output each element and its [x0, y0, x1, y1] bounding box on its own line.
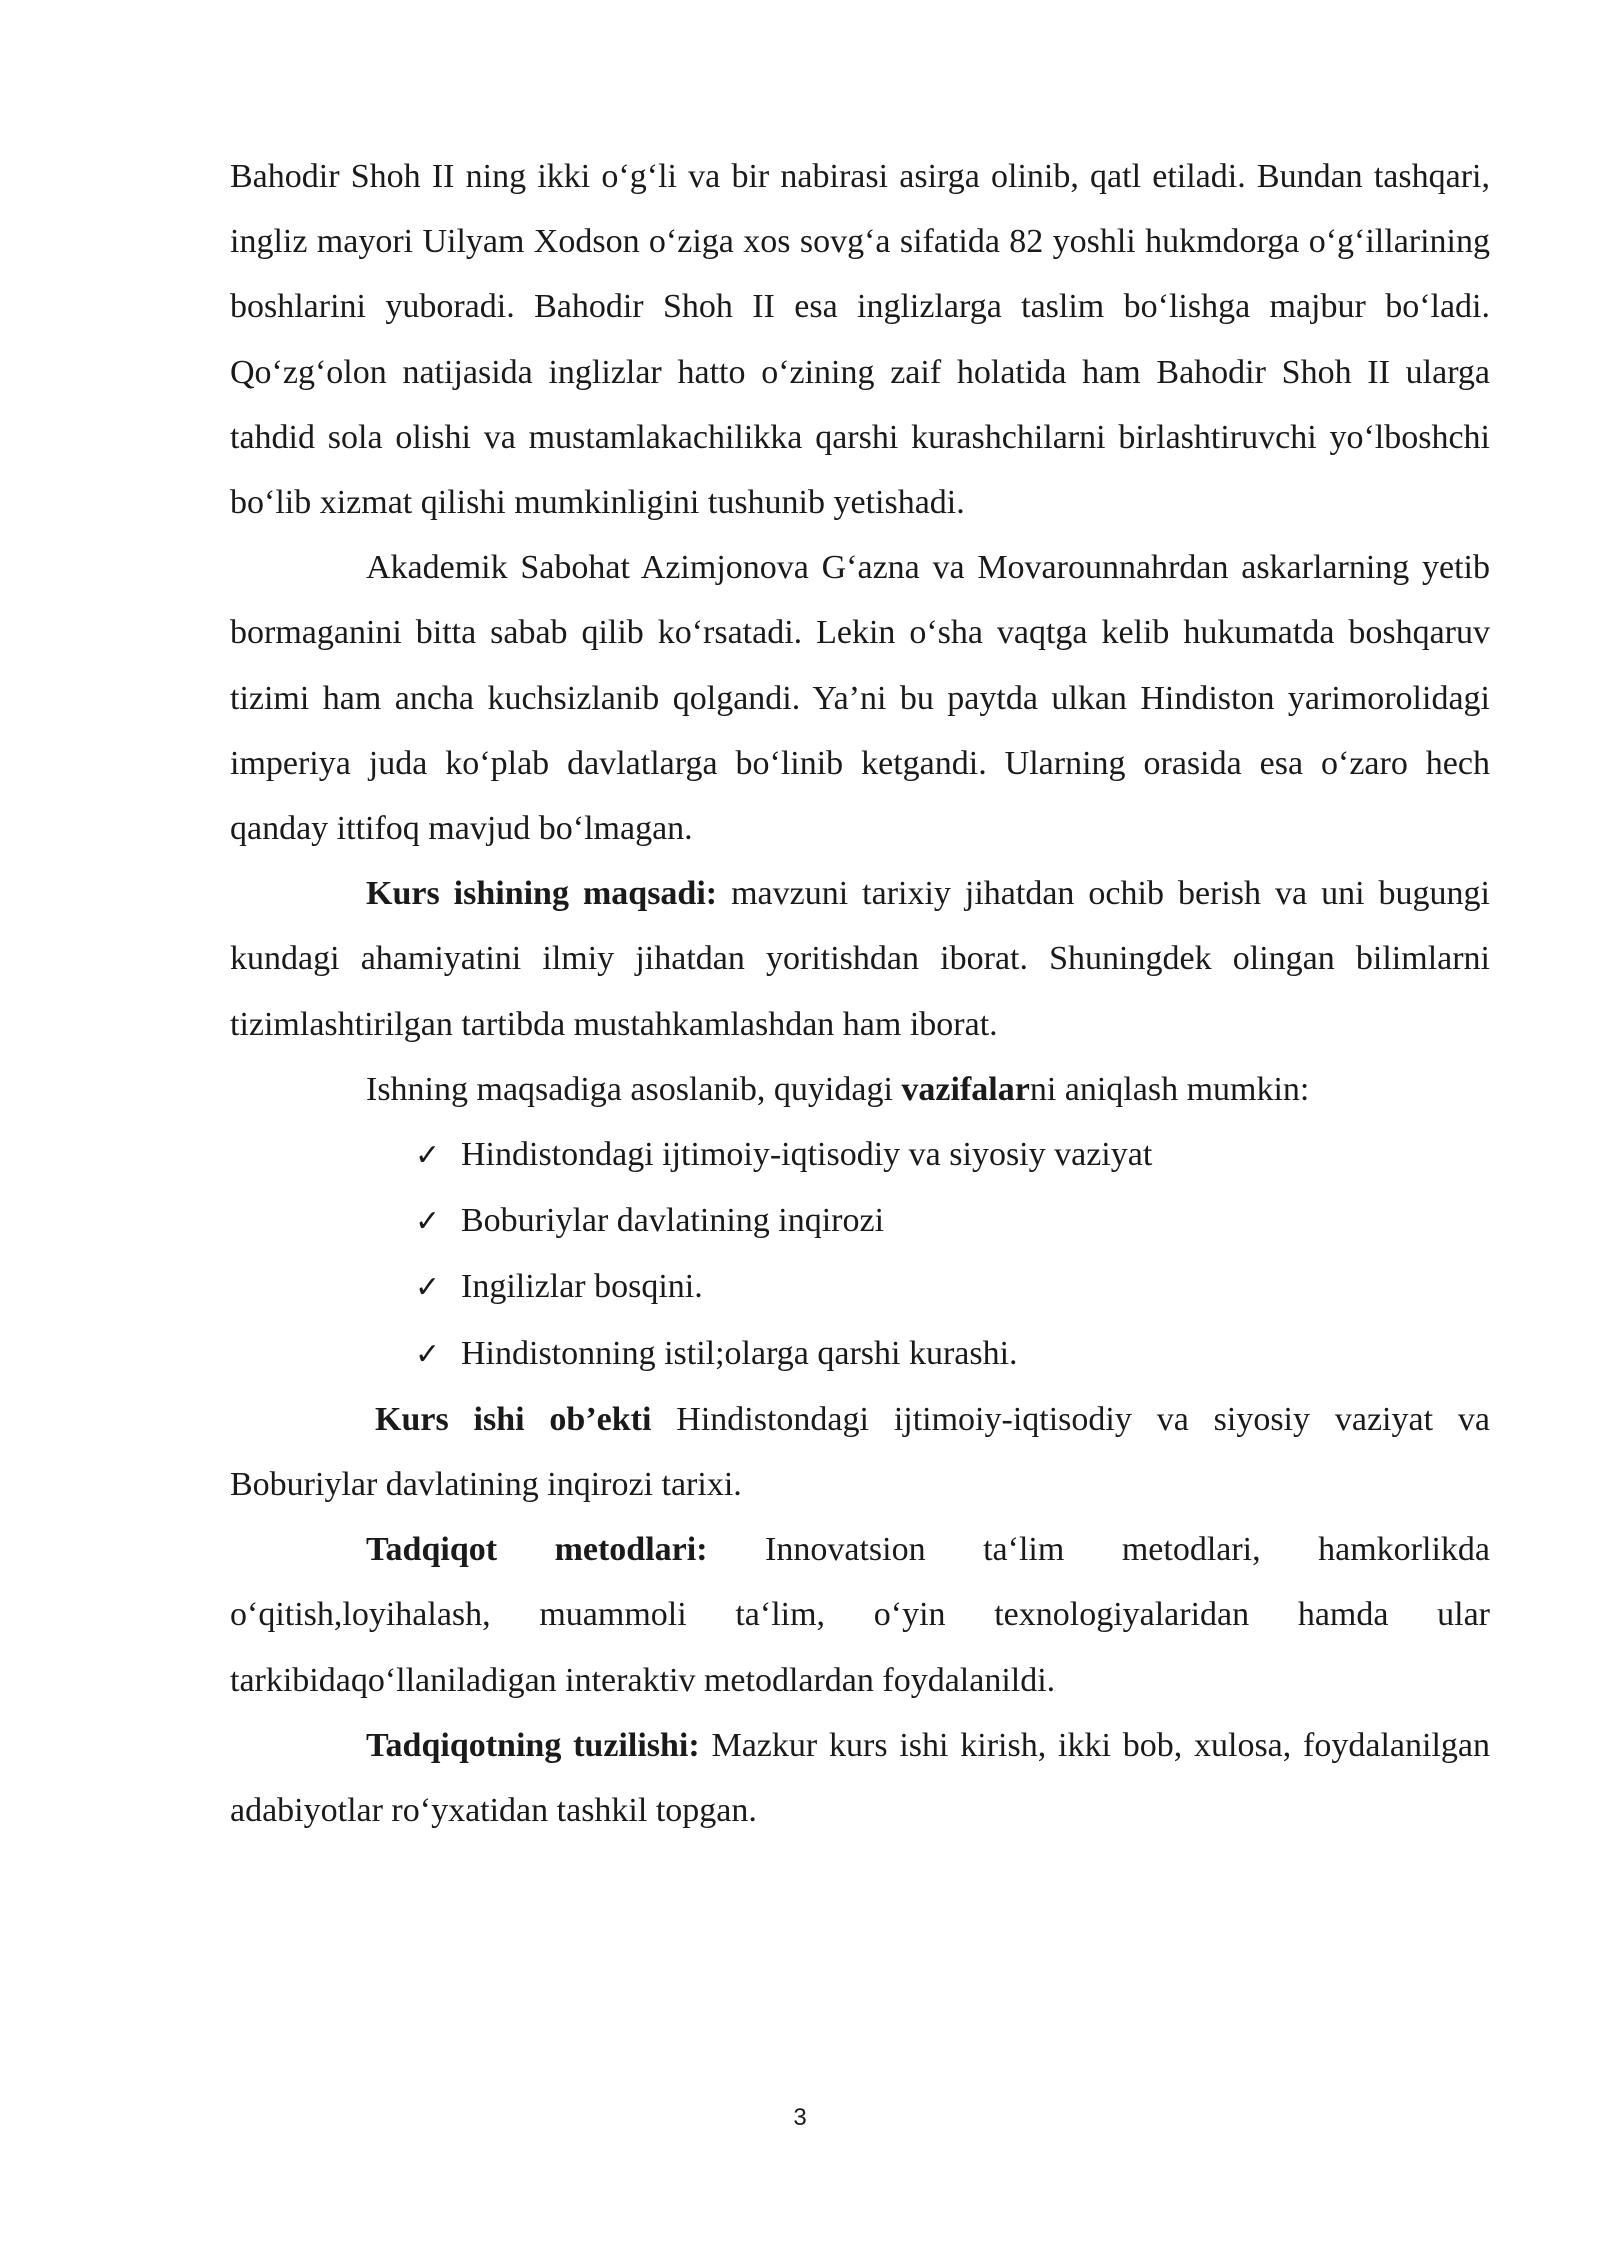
paragraph-tasks-intro — [230, 1057, 1490, 1122]
checkmark-icon: ✓ — [415, 1138, 441, 1174]
structure-text: Mazkur kurs ishi kirish, ikki bob, xulosa, foydalanilgan adabiyotlar ro‘yxatidan tashkil topgan. — [230, 1726, 1490, 1830]
list-item — [415, 1254, 1490, 1320]
goal-heading: Kurs ishining maqsadi: — [366, 875, 718, 913]
paragraph-object — [230, 1387, 1490, 1517]
page-number: 3 — [793, 2104, 807, 2131]
tasks-intro-post: ni aniqlash mumkin: — [1029, 1070, 1310, 1108]
list-item — [415, 1188, 1490, 1254]
checkmark-icon: ✓ — [415, 1336, 441, 1372]
tasks-keyword: vazifalar — [901, 1070, 1030, 1108]
document-body — [230, 144, 1490, 1843]
checkmark-icon: ✓ — [415, 1270, 441, 1306]
list-item-text: Hindistondagi ijtimoiy-iqtisodiy va siyosiy vaziyat — [461, 1136, 1153, 1174]
paragraph-structure — [230, 1713, 1490, 1843]
list-item — [415, 1122, 1490, 1188]
goal-text: mavzuni tarixiy jihatdan ochib berish va uni bugungi kundagi ahamiyatini ilmiy jihatdan yoritishdan iborat. Shuningdek olingan bilimlarni tizimlashtirilgan tartibda mustahkamlashdan ham iborat. — [230, 875, 1490, 1043]
methods-heading: Tadqiqot metodlari: — [366, 1531, 708, 1569]
list-item-text: Hindistonning istil;olarga qarshi kurashi. — [461, 1334, 1018, 1372]
paragraph-azimjonova: Akademik Sabohat Azimjonova G‘azna va Movarounnahrdan askarlarning yetib bormaganini bitta sabab qilib ko‘rsatadi. Lekin o‘sha vaqtga kelib hukumatda boshqaruv tizimi ham ancha kuchsizlanib qolgandi. Ya’ni bu paytda ulkan Hindiston yarimorolidagi imperiya juda ko‘plab davlatlarga bo‘linib ketgandi. Ularning orasida esa o‘zaro hech qanday ittifoq mavjud bo‘lmagan. — [230, 549, 1490, 848]
structure-heading: Tadqiqotning tuzilishi: — [366, 1726, 700, 1764]
paragraph-goal — [230, 861, 1490, 1057]
tasks-intro-pre: Ishning maqsadiga asoslanib, quyidagi — [366, 1070, 902, 1108]
checkmark-icon: ✓ — [415, 1204, 441, 1240]
paragraph-methods — [230, 1517, 1490, 1713]
list-item-text: Ingilizlar bosqini. — [461, 1268, 703, 1306]
list-item — [415, 1321, 1490, 1387]
list-item-text: Boburiylar davlatining inqirozi — [461, 1202, 885, 1240]
tasks-list — [230, 1122, 1490, 1387]
paragraph-intro: Bahodir Shoh II ning ikki o‘g‘li va bir nabirasi asirga olinib, qatl etiladi. Bundan tashqari, ingliz mayori Uilyam Xodson o‘ziga xos sovg‘a sifatida 82 yoshli hukmdorga o‘g‘illarining boshlarini yuboradi. Bahodir Shoh II esa inglizlarga taslim bo‘lishga majbur bo‘ladi. Qo‘zg‘olon natijasida inglizlar hatto o‘zining zaif holatida ham Bahodir Shoh II ularga tahdid sola olishi va mustamlakachilikka qarshi kurashchilarni birlashtiruvchi yo‘lboshchi bo‘lib xizmat qilishi mumkinligini tushunib yetishadi. — [230, 158, 1490, 522]
object-text: Hindistondagi ijtimoiy-iqtisodiy va siyosiy vaziyat va Boburiylar davlatining inqirozi tarixi. — [230, 1400, 1490, 1504]
object-heading: Kurs ishi ob’ekti — [375, 1400, 652, 1438]
methods-text: Innovatsion ta‘lim metodlari, hamkorlikda o‘qitish,loyihalash, muammoli ta‘lim, o‘yin texnologiyalaridan hamda ular tarkibidaqo‘llaniladigan interaktiv metodlardan foydalanildi. — [230, 1531, 1490, 1699]
